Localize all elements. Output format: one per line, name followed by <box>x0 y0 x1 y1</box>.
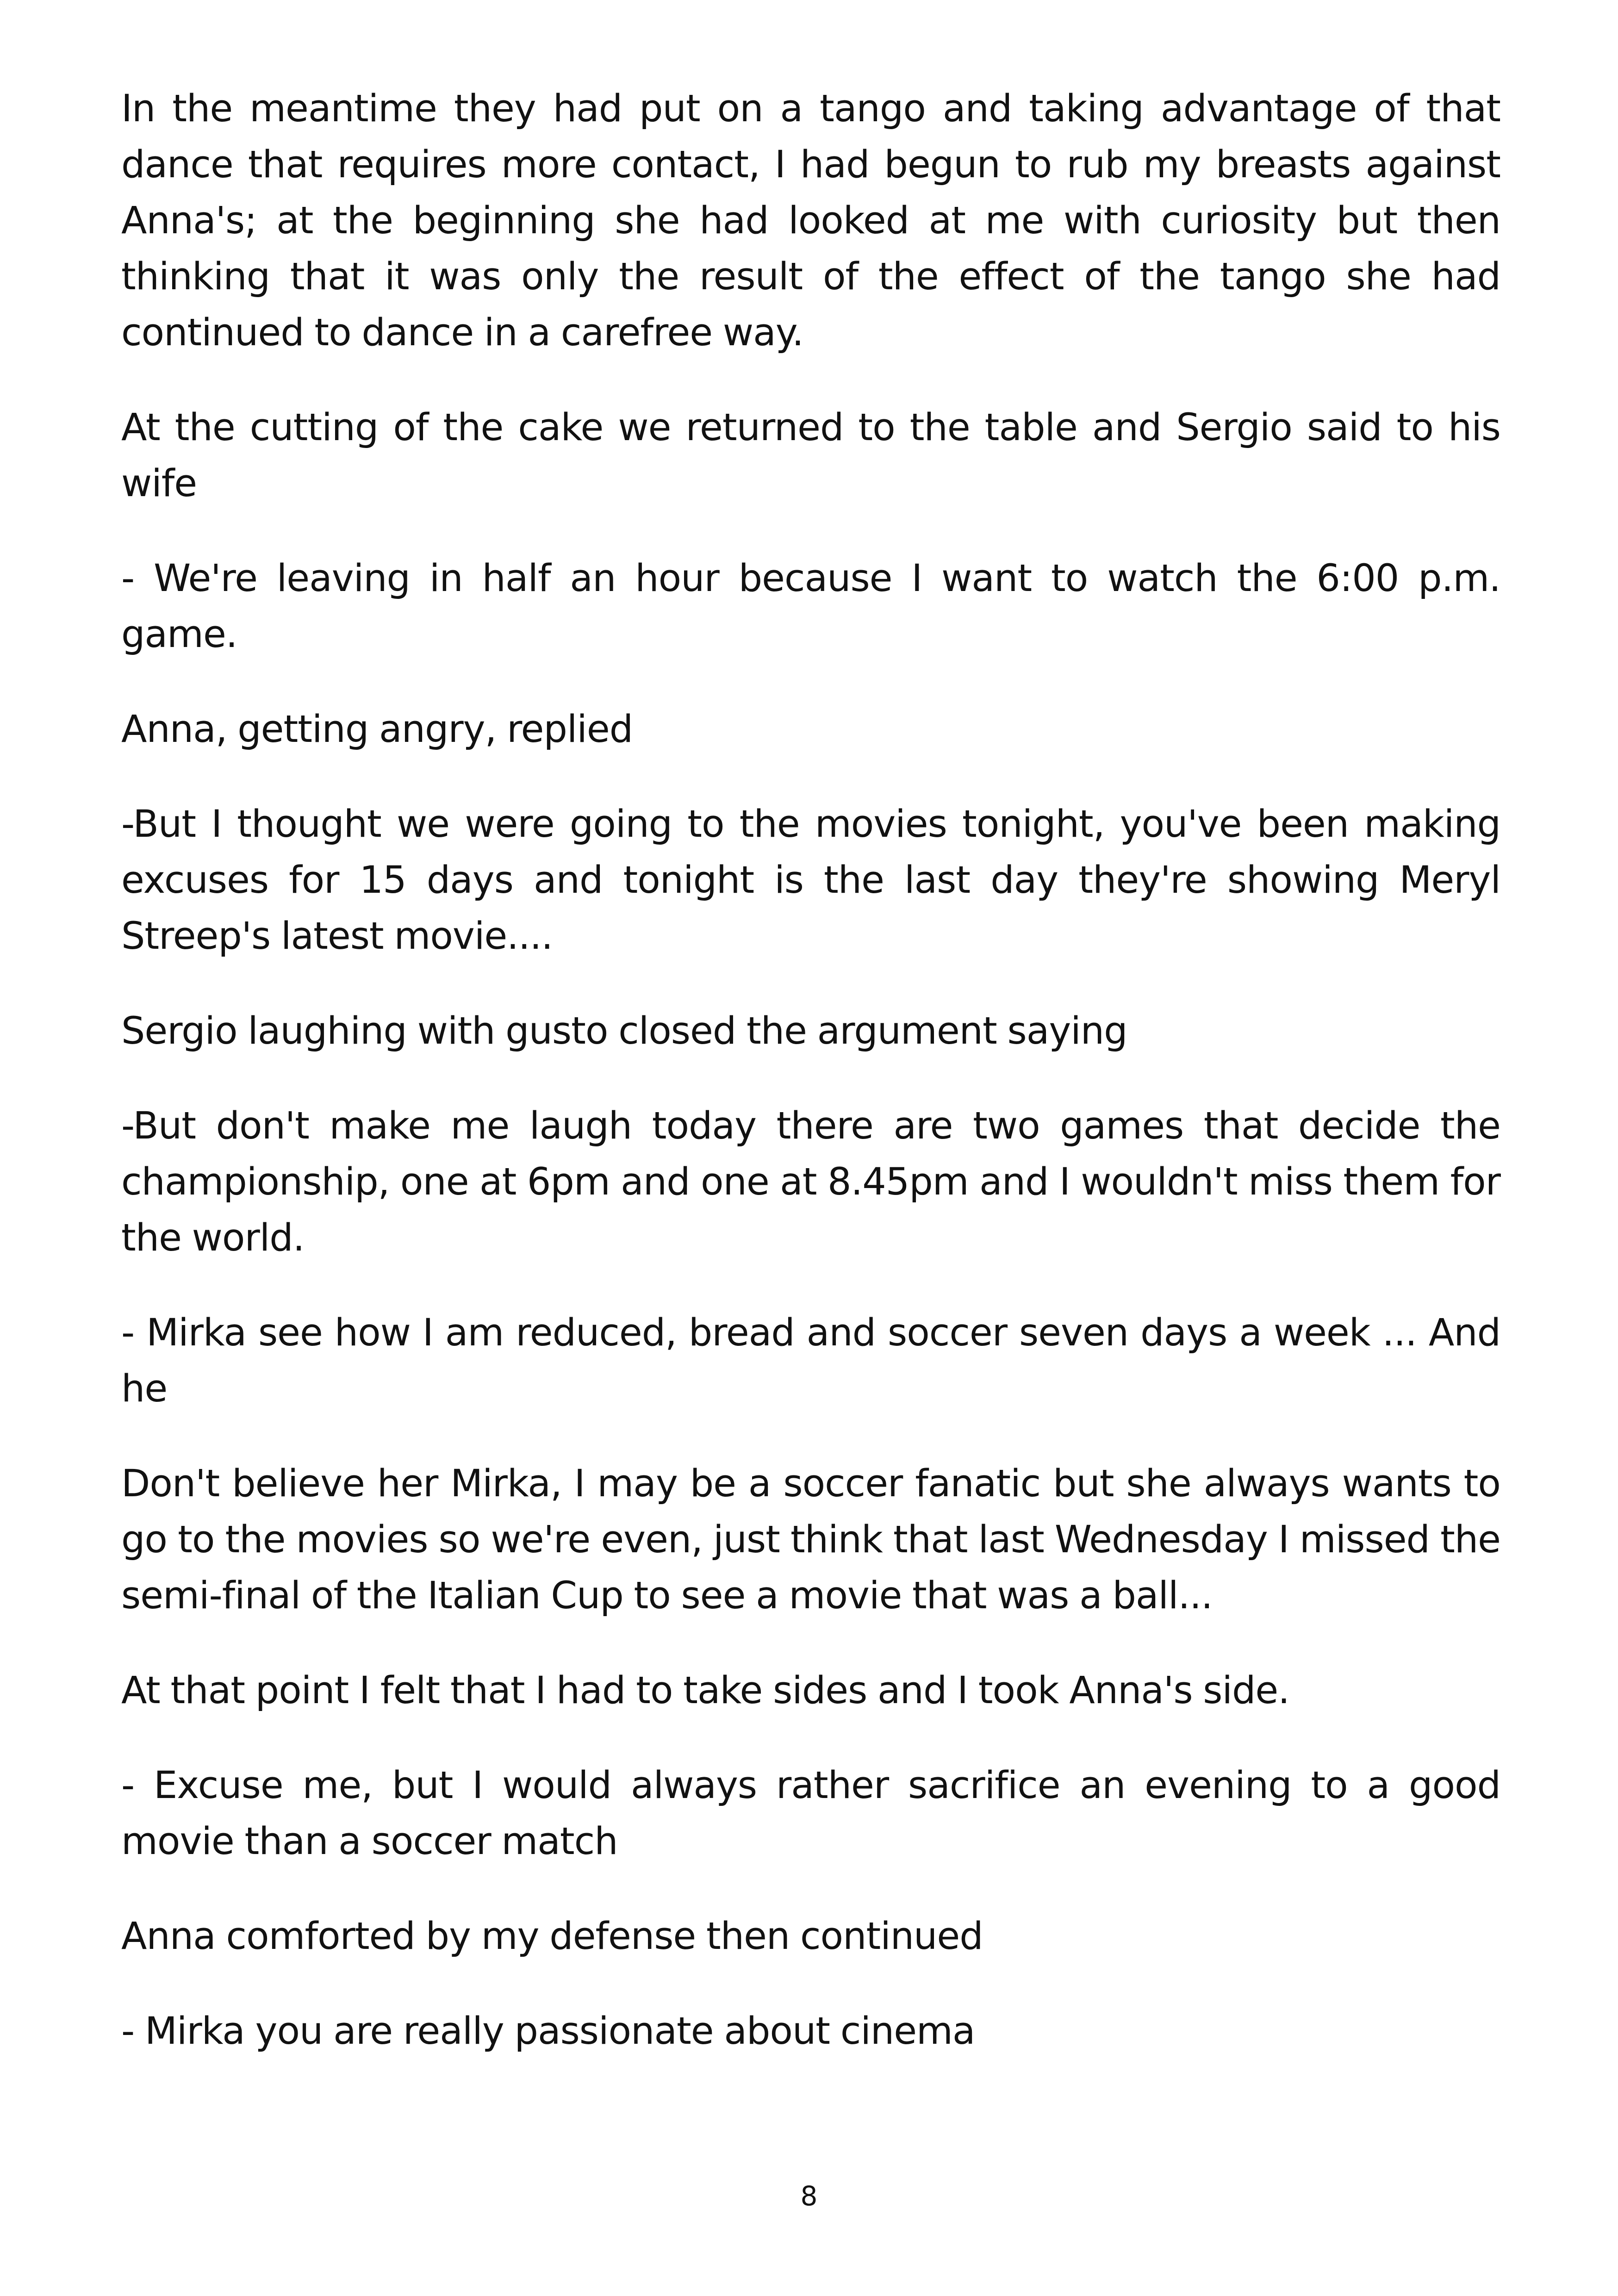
paragraph: Sergio laughing with gusto closed the argument saying <box>121 1009 1127 1053</box>
paragraph: At that point I felt that I had to take sides and I took Anna's side. <box>121 1669 1289 1712</box>
paragraph: At the cutting of the cake we returned to the table and Sergio said to his wife <box>121 406 1500 505</box>
paragraph: -But don't make me laugh today there are two games that decide the championship, one at 6pm and one at 8.45pm and I wouldn't miss them for the world. <box>121 1104 1500 1260</box>
paragraph: - Mirka you are really passionate about cinema <box>121 2010 975 2053</box>
paragraph: Anna comforted by my defense then continued <box>121 1915 983 1958</box>
paragraph: - Excuse me, but I would always rather sacrifice an evening to a good movie than a soccer match <box>121 1764 1500 1863</box>
page-number: 8 <box>800 2180 818 2212</box>
paragraph: - We're leaving in half an hour because I want to watch the 6:00 p.m. game. <box>121 557 1500 656</box>
paragraph: -But I thought we were going to the movies tonight, you've been making excuses for 15 days and tonight is the last day they're showing Meryl Streep's latest movie.... <box>121 803 1500 958</box>
page-body <box>121 81 1500 2098</box>
paragraph: In the meantime they had put on a tango and taking advantage of that dance that requires more contact, I had begun to rub my breasts against Anna's; at the beginning she had looked at me with curiosity but then thinking that it was only the result of the effect of the tango she had continued to dance in a carefree way. <box>121 87 1500 355</box>
paragraph: Don't believe her Mirka, I may be a soccer fanatic but she always wants to go to the movies so we're even, just think that last Wednesday I missed the semi-final of the Italian Cup to see a movie that was a ball... <box>121 1462 1500 1618</box>
paragraph: - Mirka see how I am reduced, bread and soccer seven days a week ... And he <box>121 1311 1500 1411</box>
paragraph: Anna, getting angry, replied <box>121 708 633 751</box>
